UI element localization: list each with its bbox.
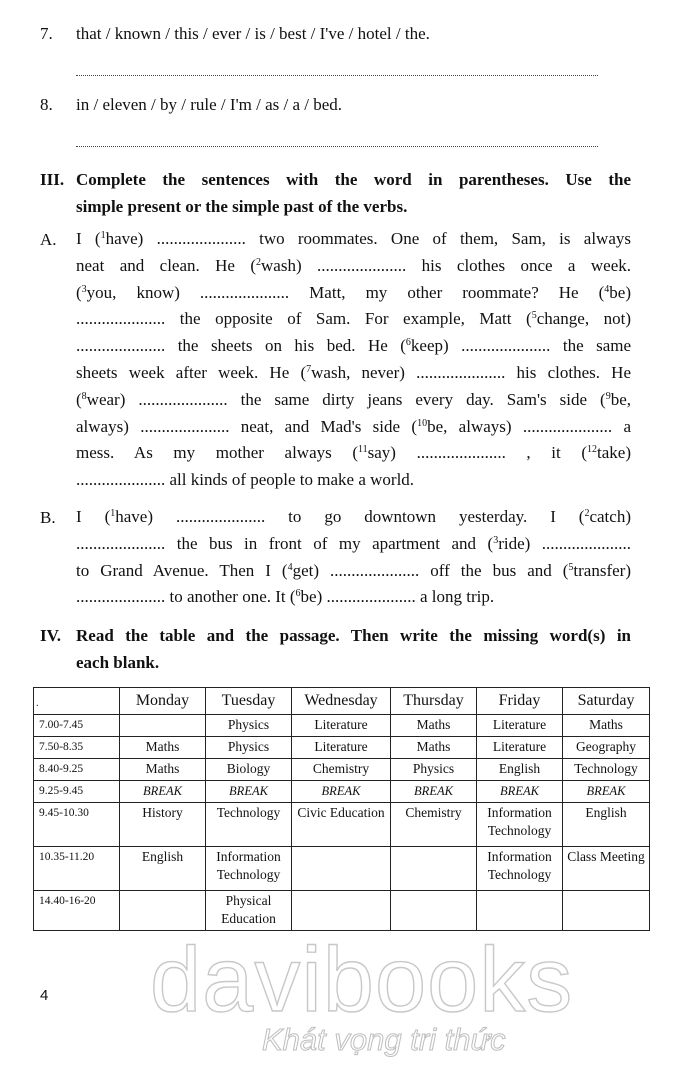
sentence-text: wash, never) ..................... his clothes. He	[311, 362, 632, 382]
subject-cell: Maths	[120, 737, 206, 759]
period-time-cell: 14.40-16-20	[34, 891, 120, 931]
sentence-text: wash) ..................... his clothes once a week.	[261, 255, 631, 275]
sentence-text: take)	[597, 443, 631, 463]
section-4-title-line-1: Read the table and the passage. Then write the missing word(s) in	[76, 626, 631, 645]
blank-number: 10	[417, 417, 428, 429]
timetable-row	[34, 759, 650, 781]
period-time-cell: 10.35-11.20	[34, 847, 120, 891]
subject-cell: Information Technology	[206, 847, 292, 891]
timetable	[33, 687, 650, 931]
sentence-text: be)	[609, 282, 631, 302]
sentence-text: (	[76, 389, 82, 409]
blank-number: 6	[405, 337, 411, 349]
subject-cell: Literature	[477, 715, 563, 737]
subject-cell: Maths	[391, 737, 477, 759]
blank-number: 9	[605, 390, 611, 402]
item-7-answer-line[interactable]	[76, 75, 598, 76]
section-4-label: IV.	[40, 626, 61, 645]
subject-cell	[120, 715, 206, 737]
part-a-line	[76, 414, 631, 441]
blank-number: 11	[358, 444, 368, 456]
subject-cell	[120, 891, 206, 931]
timetable-header-row	[34, 688, 650, 715]
sentence-text: you, know) ..................... Matt, my other roommate? He (	[86, 282, 605, 302]
period-time-cell: 9.45-10.30	[34, 803, 120, 847]
sentence-text: ..................... all kinds of people to make a world.	[76, 470, 415, 490]
timetable-row	[34, 737, 650, 759]
subject-cell: Biology	[206, 759, 292, 781]
blank-number: 4	[287, 561, 293, 573]
sentence-text: catch)	[589, 507, 631, 526]
sentence-text: (	[76, 282, 82, 302]
part-a-line	[76, 306, 631, 333]
subject-cell	[292, 891, 391, 931]
sentence-text: ride) .....................	[498, 533, 631, 553]
timetable-corner-cell: .	[34, 688, 120, 715]
subject-cell: BREAK	[477, 781, 563, 803]
part-a-line	[76, 440, 631, 467]
day-header: Thursday	[391, 688, 477, 715]
blank-number: 5	[568, 561, 574, 573]
subject-cell	[292, 847, 391, 891]
subject-cell: Maths	[563, 715, 650, 737]
subject-cell: Information Technology	[477, 803, 563, 847]
subject-cell: Maths	[120, 759, 206, 781]
blank-number: 8	[81, 390, 87, 402]
section-3-title	[76, 166, 631, 220]
subject-cell: BREAK	[206, 781, 292, 803]
sentence-text: to Grand Avenue. Then I (	[76, 560, 288, 580]
subject-cell: Literature	[292, 737, 391, 759]
part-a-label: A.	[40, 230, 57, 249]
subject-cell: Information Technology	[477, 847, 563, 891]
sentence-text: neat and clean. He (	[76, 255, 257, 275]
part-b-line	[76, 531, 631, 558]
part-a-line	[76, 360, 631, 387]
sentence-text: be,	[610, 389, 631, 409]
timetable-row	[34, 715, 650, 737]
section-3-label: III.	[40, 170, 65, 189]
sentence-text: I (	[76, 229, 101, 248]
watermark-logo: davibooks	[150, 929, 574, 1031]
sentence-text: always) ..................... neat, and Mad's side (	[76, 416, 418, 436]
period-time-cell: 9.25-9.45	[34, 781, 120, 803]
subject-cell: Chemistry	[292, 759, 391, 781]
day-header: Saturday	[563, 688, 650, 715]
blank-number: 1	[100, 230, 106, 241]
period-time-cell: 8.40-9.25	[34, 759, 120, 781]
blank-number: 12	[587, 444, 598, 456]
sentence-text: say) ..................... , it (	[367, 443, 588, 463]
subject-cell	[477, 891, 563, 931]
item-8-number: 8.	[40, 95, 53, 114]
item-8-answer-line[interactable]	[76, 146, 598, 147]
subject-cell: BREAK	[391, 781, 477, 803]
part-a-paragraph	[76, 226, 631, 494]
sentence-text: ..................... to another one. It (	[76, 587, 296, 607]
sentence-text: keep) ..................... the same	[410, 336, 632, 356]
sentence-text: mess. As my mother always (	[76, 443, 358, 463]
watermark-slogan: Khát vọng tri thức	[262, 1022, 506, 1057]
subject-cell: Civic Education	[292, 803, 391, 847]
sentence-text: transfer)	[573, 560, 631, 580]
blank-number: 3	[493, 534, 499, 546]
sentence-text: change, not)	[536, 309, 631, 329]
sentence-text: ..................... the opposite of Sam. For example, Matt (	[76, 309, 532, 329]
blank-number: 6	[295, 588, 301, 600]
sentence-text: have) ..................... to go downtown yesterday. I (	[115, 507, 585, 526]
subject-cell: History	[120, 803, 206, 847]
timetable-row	[34, 803, 650, 847]
part-b-paragraph	[76, 504, 631, 611]
subject-cell	[563, 891, 650, 931]
subject-cell: BREAK	[563, 781, 650, 803]
section-4-title-line-2: each blank.	[76, 653, 160, 672]
blank-number: 1	[110, 508, 116, 519]
item-7-text: that / known / this / ever / is / best / I've / hotel / the.	[76, 24, 430, 43]
subject-cell: Physical Education	[206, 891, 292, 931]
item-7-number: 7.	[40, 24, 53, 43]
page-number: 4	[40, 987, 49, 1004]
sentence-text: get) ..................... off the bus and (	[292, 560, 569, 580]
subject-cell	[391, 891, 477, 931]
subject-cell: Literature	[292, 715, 391, 737]
blank-number: 4	[604, 283, 610, 295]
subject-cell: Technology	[563, 759, 650, 781]
subject-cell: Chemistry	[391, 803, 477, 847]
part-a-line	[76, 333, 631, 360]
subject-cell: Literature	[477, 737, 563, 759]
subject-cell: Class Meeting	[563, 847, 650, 891]
subject-cell	[391, 847, 477, 891]
subject-cell: BREAK	[120, 781, 206, 803]
part-b-line	[76, 584, 631, 611]
subject-cell: English	[120, 847, 206, 891]
sentence-text: ..................... the bus in front of my apartment and (	[76, 533, 494, 553]
subject-cell: Maths	[391, 715, 477, 737]
period-time-cell: 7.50-8.35	[34, 737, 120, 759]
part-a-line	[76, 467, 631, 494]
subject-cell: BREAK	[292, 781, 391, 803]
part-b-line	[76, 504, 631, 531]
sentence-text: I (	[76, 507, 111, 526]
item-8-text: in / eleven / by / rule / I'm / as / a / bed.	[76, 95, 343, 114]
blank-number: 5	[531, 310, 537, 322]
timetable-row	[34, 891, 650, 931]
section-4-title	[76, 622, 631, 676]
subject-cell: Technology	[206, 803, 292, 847]
subject-cell: English	[477, 759, 563, 781]
subject-cell: Geography	[563, 737, 650, 759]
sentence-text: sheets week after week. He (	[76, 362, 307, 382]
timetable-row	[34, 781, 650, 803]
part-a-line	[76, 280, 631, 307]
section-3-title-line-1: Complete the sentences with the word in parentheses. Use the	[76, 170, 631, 189]
blank-number: 2	[584, 508, 590, 519]
blank-number: 2	[256, 256, 262, 268]
blank-number: 7	[306, 363, 312, 375]
subject-cell: Physics	[391, 759, 477, 781]
section-3-title-line-2: simple present or the simple past of the verbs.	[76, 197, 408, 216]
sentence-text: be) ..................... a long trip.	[300, 587, 495, 607]
part-a-line	[76, 226, 631, 253]
blank-number: 3	[81, 283, 87, 295]
part-b-line	[76, 558, 631, 585]
day-header: Monday	[120, 688, 206, 715]
part-b-label: B.	[40, 508, 56, 527]
day-header: Tuesday	[206, 688, 292, 715]
sentence-text: have) ..................... two roommates. One of them, Sam, is always	[105, 229, 631, 248]
subject-cell: Physics	[206, 715, 292, 737]
day-header: Wednesday	[292, 688, 391, 715]
part-a-line	[76, 387, 631, 414]
sentence-text: wear) ..................... the same dirty jeans every day. Sam's side (	[86, 389, 606, 409]
timetable-row	[34, 847, 650, 891]
subject-cell: English	[563, 803, 650, 847]
sentence-text: ..................... the sheets on his bed. He (	[76, 336, 406, 356]
day-header: Friday	[477, 688, 563, 715]
subject-cell: Physics	[206, 737, 292, 759]
period-time-cell: 7.00-7.45	[34, 715, 120, 737]
part-a-line	[76, 253, 631, 280]
sentence-text: be, always) ..................... a	[427, 416, 631, 436]
